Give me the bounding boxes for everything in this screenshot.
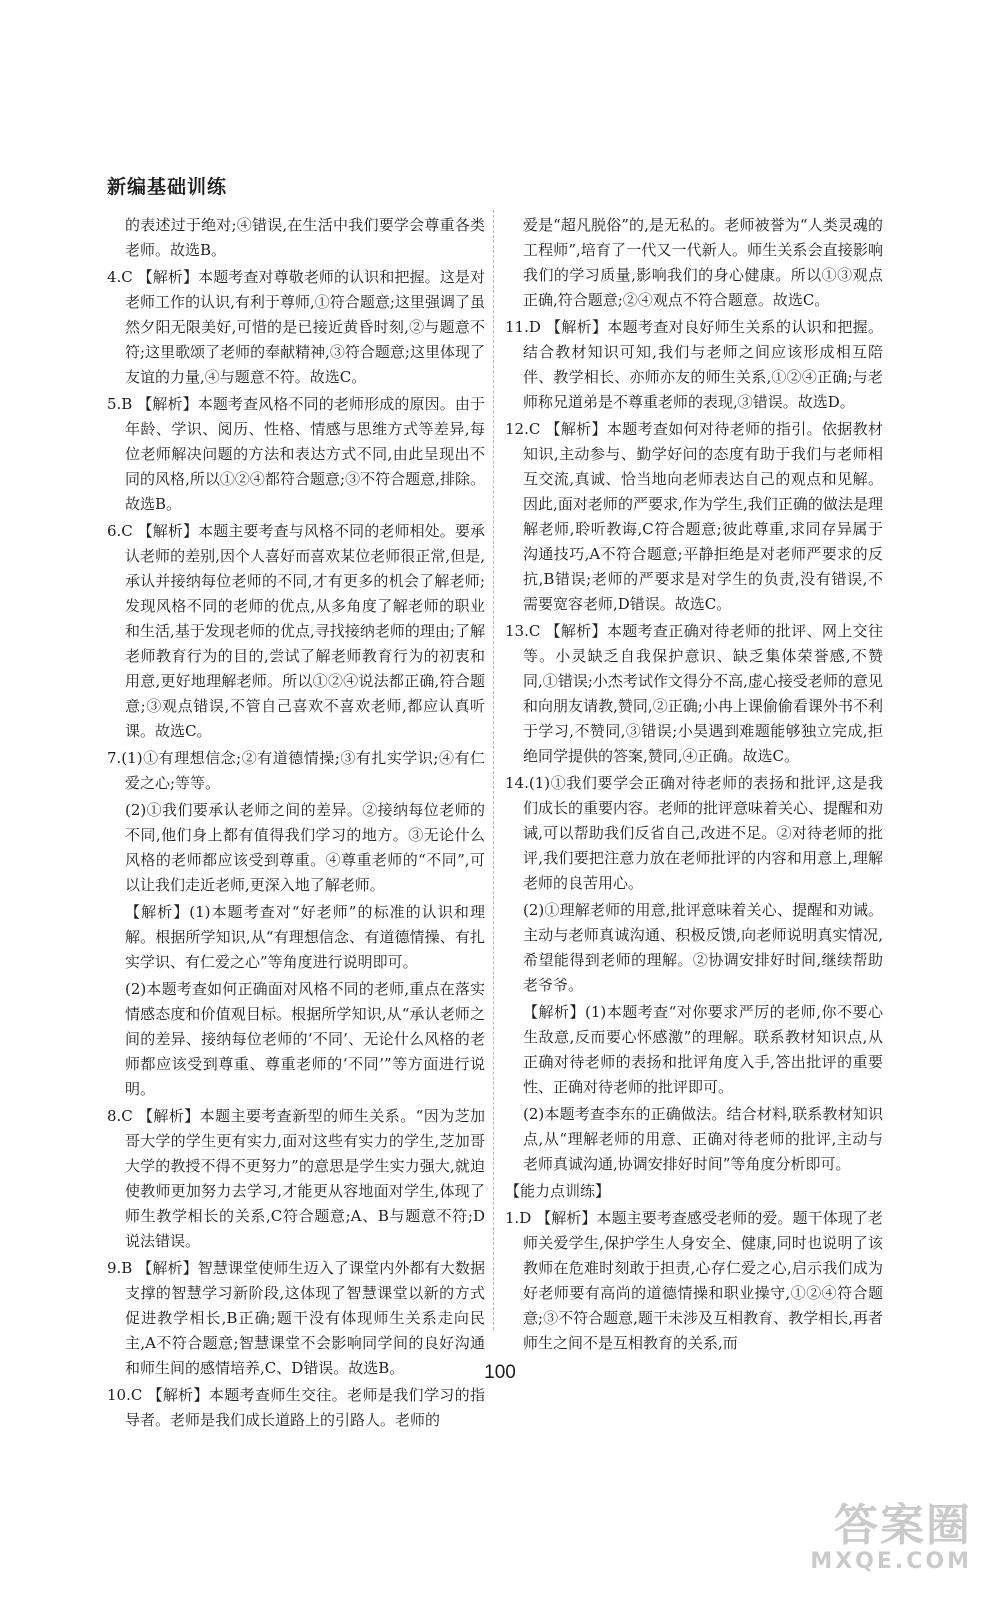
answer-paragraph: 8.C 【解析】本题主要考查新型的师生关系。“因为芝加哥大学的学生更有实力,面对这些有实力的学生,芝加哥大学的教授不得不更努力”的意思是学生实力强大,就迫使教师更加努力去学习,才能更从容地面对学生,体现了师生教学相长的关系,C符合题意;A、B与题意不符;D说法错误。 — [107, 1107, 485, 1250]
answer-paragraph: 的表述过于绝对;④错误,在生活中我们要学会尊重各类老师。故选B。 — [125, 216, 485, 259]
answer-paragraph: (2)①我们要承认老师之间的差异。②接纳每位老师的不同,他们身上都有值得我们学习的地方。③无论什么风格的老师都应该受到尊重。④尊重老师的“不同”,可以让我们走近老师,更深入地了解老师。 — [125, 801, 485, 894]
answer-paragraph: 7.(1)①有理想信念;②有道德情操;③有扎实学识;④有仁爱之心;等等。 — [107, 749, 485, 792]
answer-paragraph: 13.C 【解析】本题考查正确对待老师的批评、网上交往等。小灵缺乏自我保护意识、缺乏集体荣誉感,不赞同,①错误;小杰考试作文得分不高,虚心接受老师的意见和向朋友请教,赞同,②正确;小冉上课偷偷看课外书不利于学习,不赞同,③错误;小昊遇到难题能够独立完成,拒绝同学提供的答案,赞同,④正确。故选C。 — [505, 622, 883, 765]
left-column — [107, 213, 485, 1435]
answer-paragraph: 4.C 【解析】本题考查对尊敬老师的认识和把握。这是对老师工作的认识,有利于尊师,①符合题意;这里强调了虽然夕阳无限美好,可惜的是已接近黄昏时刻,②与题意不符;这里歌颂了老师的奉献精神,③符合题意;这里体现了友谊的力量,④与题意不符。故选C。 — [107, 268, 485, 386]
watermark-text-en: MXQE.COM — [810, 1549, 972, 1574]
answer-paragraph: 爱是“超凡脱俗”的,是无私的。老师被誉为“人类灵魂的工程师”,培育了一代又一代新人。师生关系会直接影响我们的学习质量,影响我们的身心健康。所以①③观点正确,符合题意;②④观点不符合题意。故选C。 — [523, 216, 883, 309]
answer-paragraph: 11.D 【解析】本题考查对良好师生关系的认识和把握。结合教材知识可知,我们与老师之间应该形成相互陪伴、教学相长、亦师亦友的师生关系,①②④正确;与老师称兄道弟是不尊重老师的表现,③错误。故选D。 — [505, 318, 883, 411]
answer-paragraph: 1.D 【解析】本题主要考查感受老师的爱。题干体现了老师关爱学生,保护学生人身安全、健康,同时也说明了该教师在危难时刻敢于担责,心存仁爱之心,启示我们成为好老师要有高尚的道德情操和职业操守,①②④符合题意;③不符合题意,题干未涉及互相教育、教学相长,再者师生之间不是互相教育的关系,而 — [505, 1209, 883, 1352]
answer-paragraph: (2)①理解老师的用意,批评意味着关心、提醒和劝诫。主动与老师真诚沟通、积极反馈,向老师说明真实情况,希望能得到老师的理解。②协调安排好时间,继续帮助老爷爷。 — [523, 901, 883, 994]
answer-paragraph: 6.C 【解析】本题主要考查与风格不同的老师相处。要承认老师的差别,因个人喜好而喜欢某位老师很正常,但是,承认并接纳每位老师的不同,才有更多的机会了解老师;发现风格不同的老师的优点,从多角度了解老师的职业和生活,基于发现老师的优点,寻找接纳老师的理由;了解老师教育行为的目的,尝试了解老师教育行为的初衷和用意,更好地理解老师。所以①②④说法都正确,符合题意;③观点错误,不管自己喜欢不喜欢老师,都应认真听课。故选C。 — [107, 522, 485, 740]
answer-paragraph: 10.C 【解析】本题考查师生交往。老师是我们学习的指导者。老师是我们成长道路上的引路人。老师的 — [107, 1386, 485, 1429]
page-number: 100 — [484, 1362, 516, 1383]
section-heading: 【能力点训练】 — [505, 1182, 611, 1200]
answer-paragraph: 5.B 【解析】本题考查风格不同的老师形成的原因。由于年龄、学识、阅历、性格、情感与思维方式等差异,每位老师解决问题的方法和表达方式不同,由此呈现出不同的风格,所以①②④都符合题意;③不符合题意,排除。故选B。 — [107, 395, 485, 513]
answer-paragraph: 9.B 【解析】智慧课堂使师生迈入了课堂内外都有大数据支撑的智慧学习新阶段,这体现了智慧课堂以新的方式促进教学相长,B正确;题干没有体现师生关系走向民主,A不符合题意;智慧课堂不会影响同学间的良好沟通和师生间的感情培养,C、D错误。故选B。 — [107, 1259, 485, 1377]
right-column — [505, 213, 883, 1358]
answer-paragraph: 14.(1)①我们要学会正确对待老师的表扬和批评,这是我们成长的重要内容。老师的批评意味着关心、提醒和劝诫,可以帮助我们反省自己,改进不足。②对待老师的批评,我们要把注意力放在老师批评的内容和用意上,理解老师的良苦用心。 — [505, 774, 884, 892]
book-title-header: 新编基础训练 — [107, 176, 228, 198]
analysis-paragraph: (2)本题考查如何正确面对风格不同的老师,重点在落实情感态度和价值观目标。根据所学知识,从“承认老师之间的差异、接纳每位老师的‘不同’、无论什么风格的老师都应该受到尊重、尊重老师的‘不同’”等方面进行说明。 — [125, 980, 485, 1098]
analysis-paragraph: 【解析】(1)本题考查对“好老师”的标准的认识和理解。根据所学知识,从“有理想信念、有道德情操、有扎实学识、有仁爱之心”等角度进行说明即可。 — [125, 903, 485, 971]
analysis-paragraph: 【解析】(1)本题考查“对你要求严厉的老师,你不要心生敌意,反而要心怀感激”的理解。联系教材知识点,从正确对待老师的表扬和批评角度入手,答出批评的重要性、正确对待老师的批评即可。 — [523, 1003, 883, 1096]
column-divider — [493, 210, 494, 1330]
watermark-logo — [772, 1502, 972, 1582]
watermark-text-cn: 答案圈 — [834, 1500, 972, 1551]
analysis-paragraph: (2)本题考查李东的正确做法。结合材料,联系教材知识点,从“理解老师的用意、正确对待老师的批评,主动与老师真诚沟通,协调安排好时间”等角度分析即可。 — [523, 1105, 883, 1173]
answer-paragraph: 12.C 【解析】本题考查如何对待老师的指引。依据教材知识,主动参与、勤学好问的态度有助于我们与老师相互交流,真诚、恰当地向老师表达自己的观点和见解。因此,面对老师的严要求,作为学生,我们正确的做法是理解老师,聆听教诲,C符合题意;彼此尊重,求同存异属于沟通技巧,A不符合题意;平静拒绝是对老师严要求的反抗,B错误;老师的严要求是对学生的负责,没有错误,不需要宽容老师,D错误。故选C。 — [505, 420, 883, 613]
